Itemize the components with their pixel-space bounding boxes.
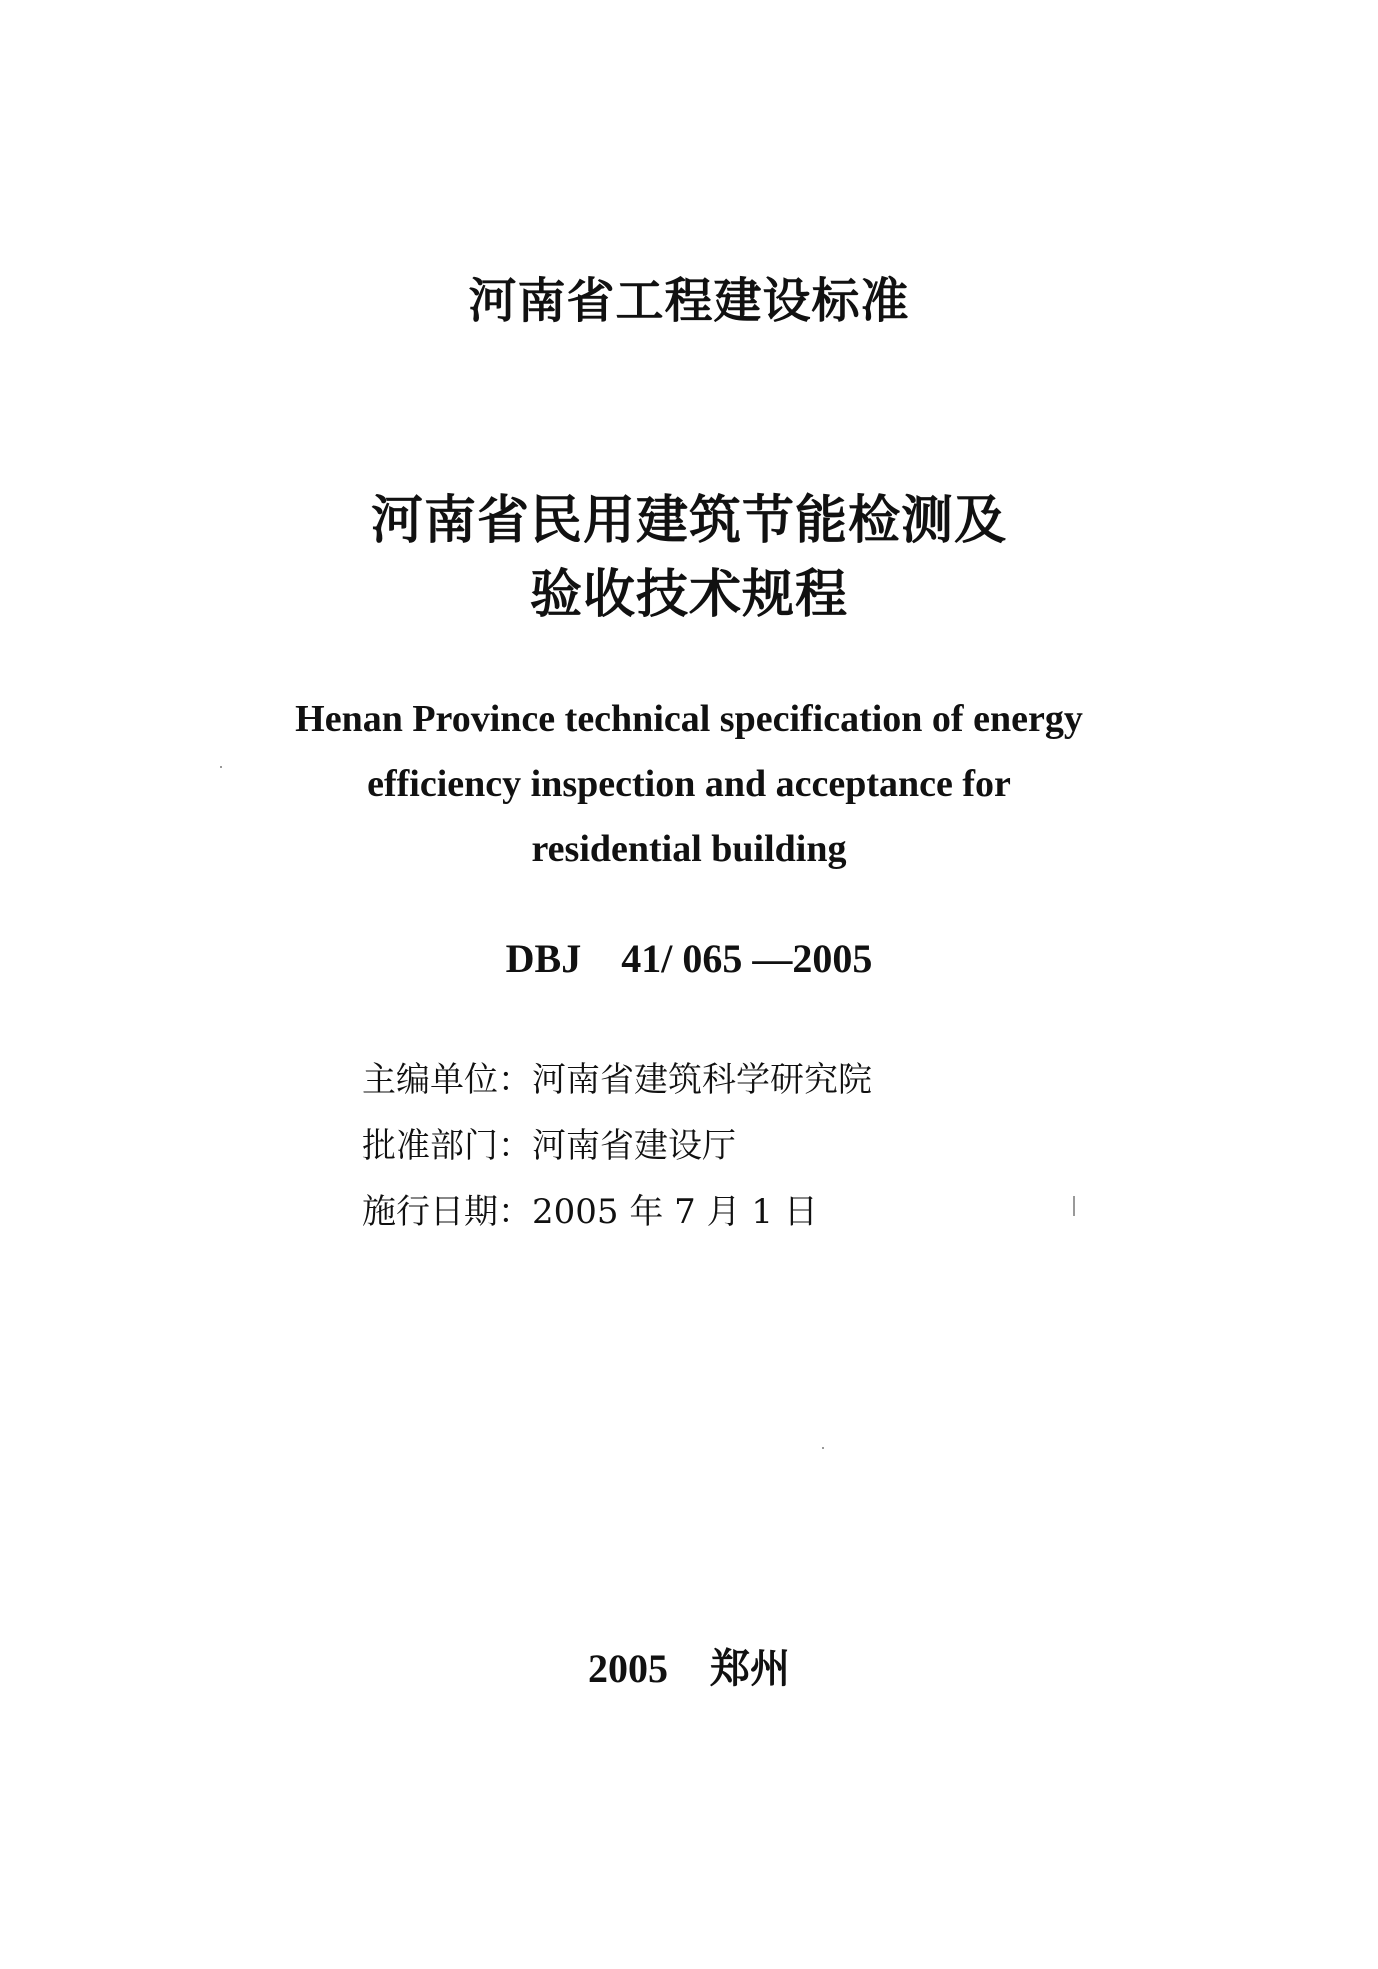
editor-row xyxy=(362,1052,1162,1101)
standard-series-title: 河南省工程建设标准 xyxy=(468,273,910,329)
approver-label: 批准部门： xyxy=(362,1126,532,1166)
standard-code xyxy=(0,935,1378,982)
scan-speck xyxy=(220,766,222,768)
approver-value: 河南省建设厅 xyxy=(532,1126,736,1166)
editor-label: 主编单位： xyxy=(362,1060,532,1100)
english-title-line-3: residential building xyxy=(531,828,847,870)
english-title-line-1: Henan Province technical specification of energy xyxy=(295,698,1083,740)
chinese-title-line-1: 河南省民用建筑节能检测及 xyxy=(370,491,1007,551)
standard-code-number: 41/ 065 —2005 xyxy=(621,936,873,981)
approver-row xyxy=(362,1118,1162,1167)
editor-value: 河南省建筑科学研究院 xyxy=(532,1060,872,1100)
effective-date-row xyxy=(362,1184,1162,1233)
effective-date-label: 施行日期： xyxy=(362,1192,532,1232)
scan-speck xyxy=(1073,1196,1075,1216)
standard-code-prefix: DBJ xyxy=(505,936,582,981)
effective-date-value: 2005 年 7 月 1 日 xyxy=(532,1192,818,1232)
chinese-title-line-2: 验收技术规程 xyxy=(529,565,848,625)
publication-footer xyxy=(0,1637,1378,1694)
publication-year: 2005 xyxy=(588,1646,668,1691)
scan-speck xyxy=(822,1447,824,1449)
publication-city: 郑州 xyxy=(710,1646,790,1691)
english-title-line-2: efficiency inspection and acceptance for xyxy=(367,763,1011,805)
